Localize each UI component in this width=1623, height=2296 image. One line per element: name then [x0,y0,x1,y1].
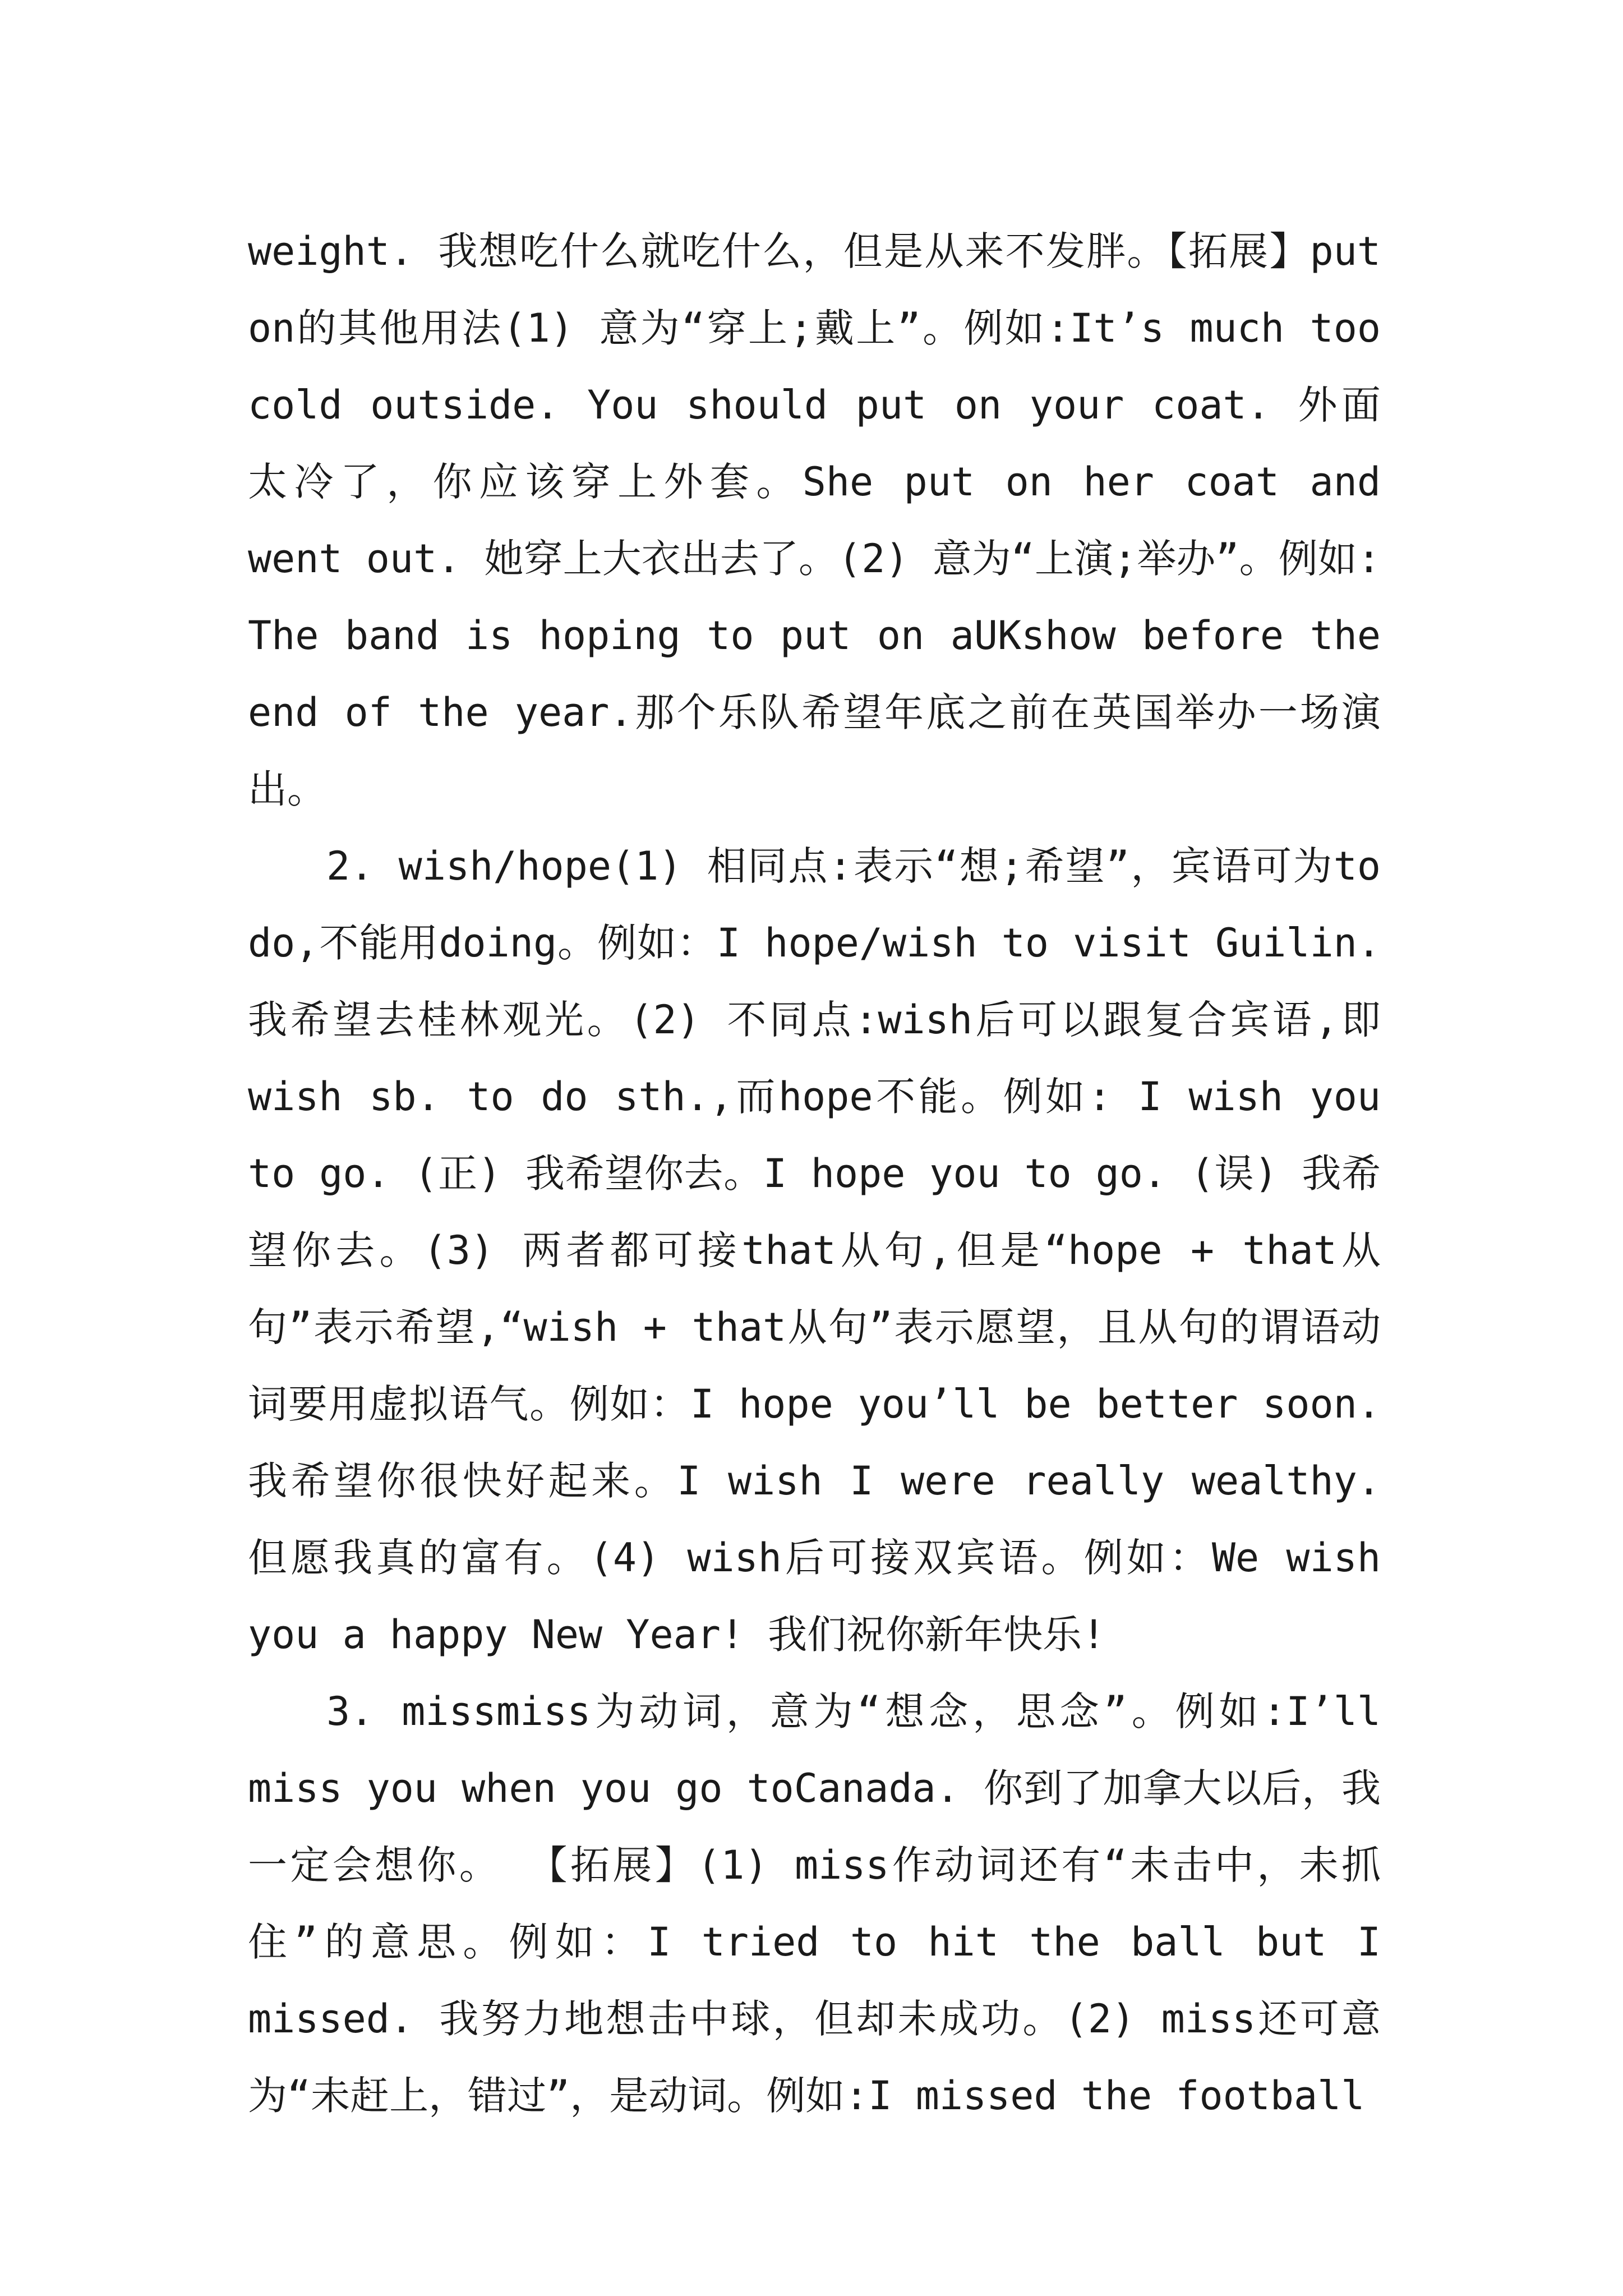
paragraph-miss: 3. missmiss为动词，意为“想念，思念”。例如:I’ll miss you when you go toCanada. 你到了加拿大以后，我一定会想你。 【拓展】(1) miss作动词还有“未击中，未抓住”的意思。例如：I tried to hit the ball but I missed. 我努力地想击中球，但却未成功。(2) miss还可意为“未赶上，错过”，是动词。例如:I missed the football [248,1688,1381,2119]
body-text [248,213,1381,2134]
paragraph-wish-hope: 2. wish/hope(1) 相同点:表示“想;希望”，宾语可为to do,不能用doing。例如：I hope/wish to visit Guilin. 我希望去桂林观光。(2) 不同点:wish后可以跟复合宾语,即wish sb. to do sth.,而hope不能。例如: I wish you to go. (正) 我希望你去。I hope you to go. (误) 我希望你去。(3) 两者都可接that从句,但是“hope + that从句”表示希望,“wish + that从句”表示愿望，且从句的谓语动词要用虚拟语气。例如：I hope you’ll be better soon. 我希望你很快好起来。I wish I were really wealthy. 但愿我真的富有。(4) wish后可接双宾语。例如：We wish you a happy New Year! 我们祝你新年快乐! [248,843,1381,1658]
paragraph-put-on: weight. 我想吃什么就吃什么，但是从来不发胖。【拓展】put on的其他用法(1) 意为“穿上;戴上”。例如:It’s much too cold outside. You should put on your coat. 外面太冷了，你应该穿上外套。She put on her coat and went out. 她穿上大衣出去了。(2) 意为“上演;举办”。例如: The band is hoping to put on aUKshow before the end of the year.那个乐队希望年底之前在英国举办一场演出。 [248,228,1381,812]
